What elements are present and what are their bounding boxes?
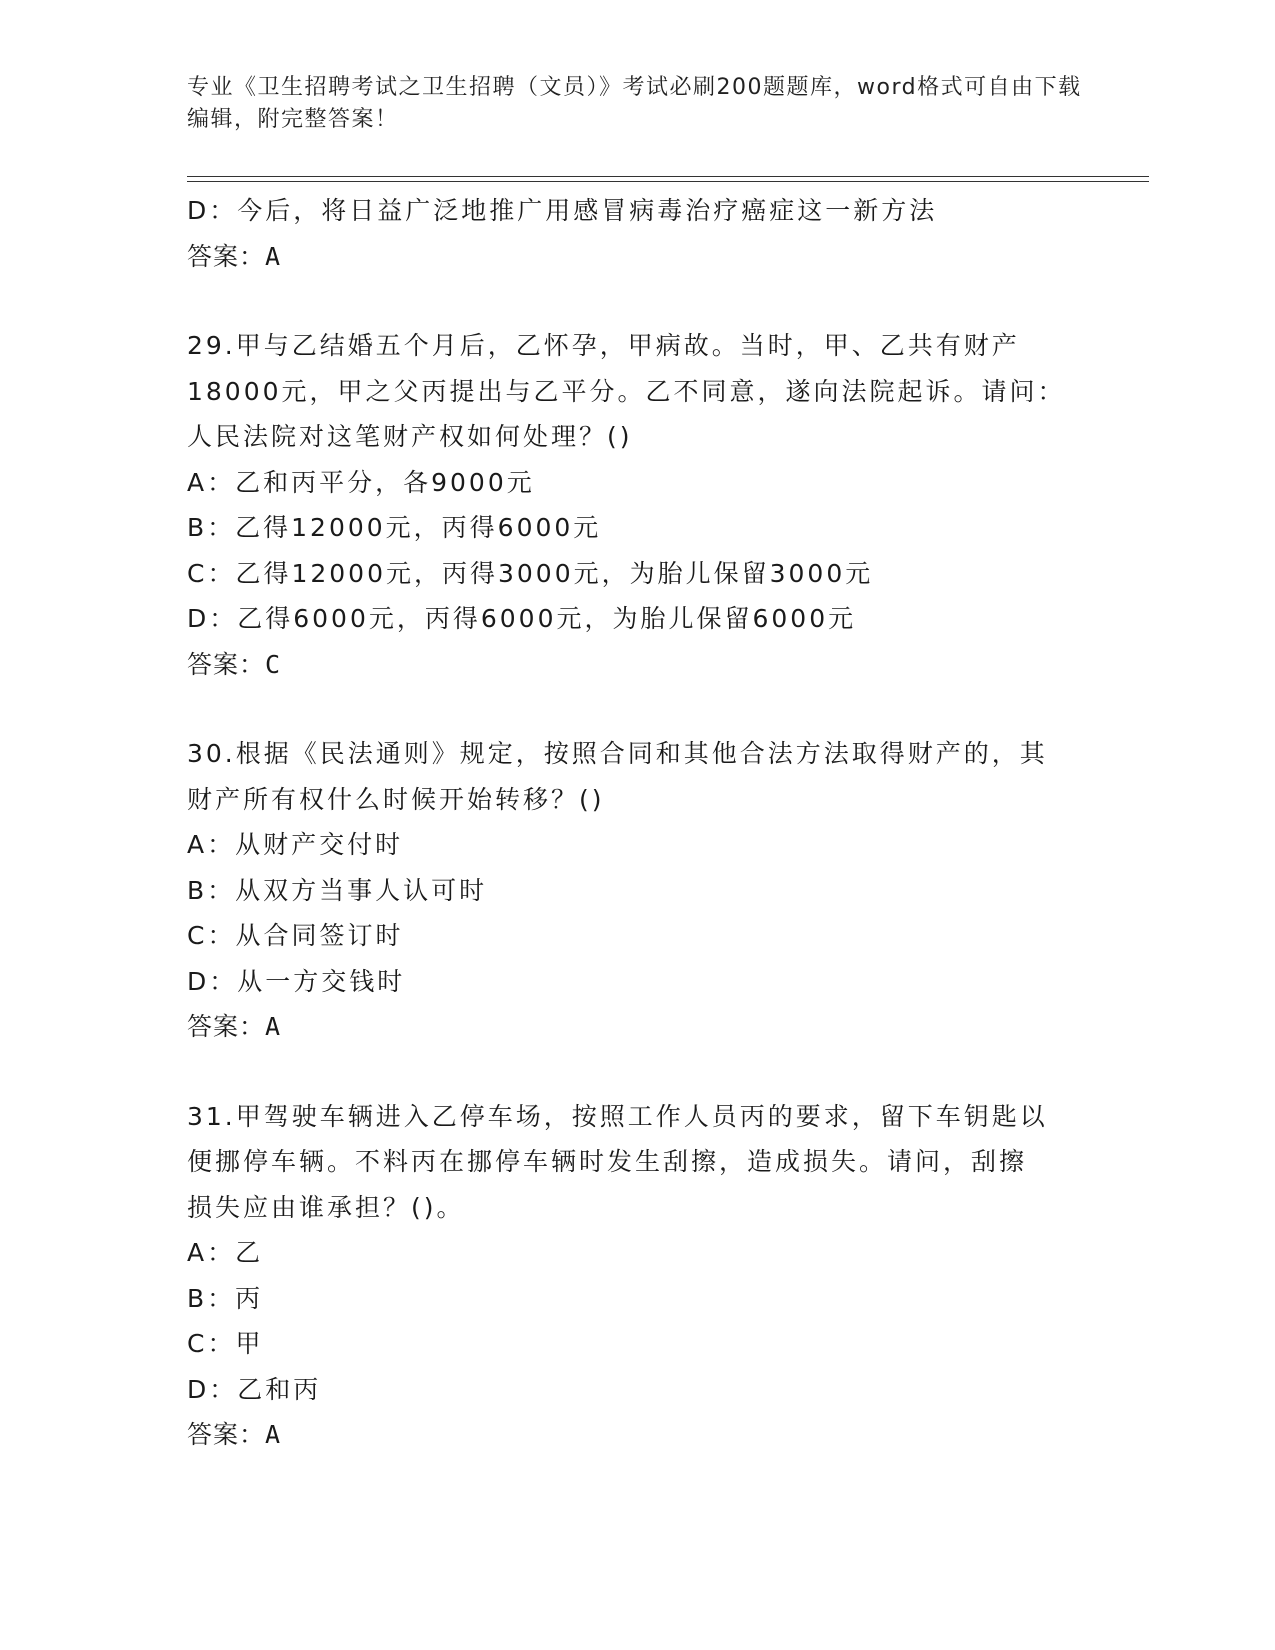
question-31 [187, 1094, 1107, 1458]
option-a: A：乙 [187, 1238, 264, 1267]
page-header: 专业《卫生招聘考试之卫生招聘（文员）》考试必刷200题题库，word格式可自由下载编辑，附完整答案！ [187, 75, 1082, 132]
question-29 [187, 323, 1107, 687]
option-c: C：乙得12000元，丙得3000元，为胎儿保留3000元 [187, 558, 874, 588]
question-stem-line: 人民法院对这笔财产权如何处理？() [187, 422, 633, 451]
option-b: B：乙得12000元，丙得6000元 [187, 513, 602, 542]
option-c: C：从合同签订时 [187, 921, 404, 950]
question-stem-line: 30.根据《民法通则》规定，按照合同和其他合法方法取得财产的，其 [187, 739, 1048, 768]
option-a: A：从财产交付时 [187, 830, 404, 859]
option-a: A：乙和丙平分，各9000元 [187, 467, 535, 497]
question-stem-line: 财产所有权什么时候开始转移？() [187, 784, 605, 814]
answer-line: 答案：A [187, 1420, 282, 1449]
option-b: B：从双方当事人认可时 [187, 875, 488, 905]
header-divider [187, 176, 1149, 182]
question-stem-line: 18000元，甲之父丙提出与乙平分。乙不同意，遂向法院起诉。请问： [187, 376, 1066, 406]
option-d: D：从一方交钱时 [187, 966, 406, 996]
carryover-block [187, 188, 1107, 279]
answer-line: 答案：A [187, 241, 282, 271]
question-stem-line: 31.甲驾驶车辆进入乙停车场，按照工作人员丙的要求，留下车钥匙以 [187, 1101, 1048, 1131]
option-d: D：乙和丙 [187, 1374, 322, 1404]
document-body [187, 188, 1107, 1458]
question-stem-line: 损失应由谁承担？()。 [187, 1192, 465, 1222]
question-stem-line: 便挪停车辆。不料丙在挪停车辆时发生刮擦，造成损失。请问，刮擦 [187, 1147, 1028, 1176]
option-c: C：甲 [187, 1329, 264, 1358]
option-d: D：今后，将日益广泛地推广用感冒病毒治疗癌症这一新方法 [187, 196, 938, 225]
question-stem-line: 29.甲与乙结婚五个月后，乙怀孕，甲病故。当时，甲、乙共有财产 [187, 331, 1020, 360]
question-30 [187, 731, 1107, 1050]
option-d: D：乙得6000元，丙得6000元，为胎儿保留6000元 [187, 604, 857, 633]
answer-line: 答案：A [187, 1012, 282, 1041]
answer-line: 答案：C [187, 649, 282, 679]
option-b: B：丙 [187, 1283, 264, 1313]
